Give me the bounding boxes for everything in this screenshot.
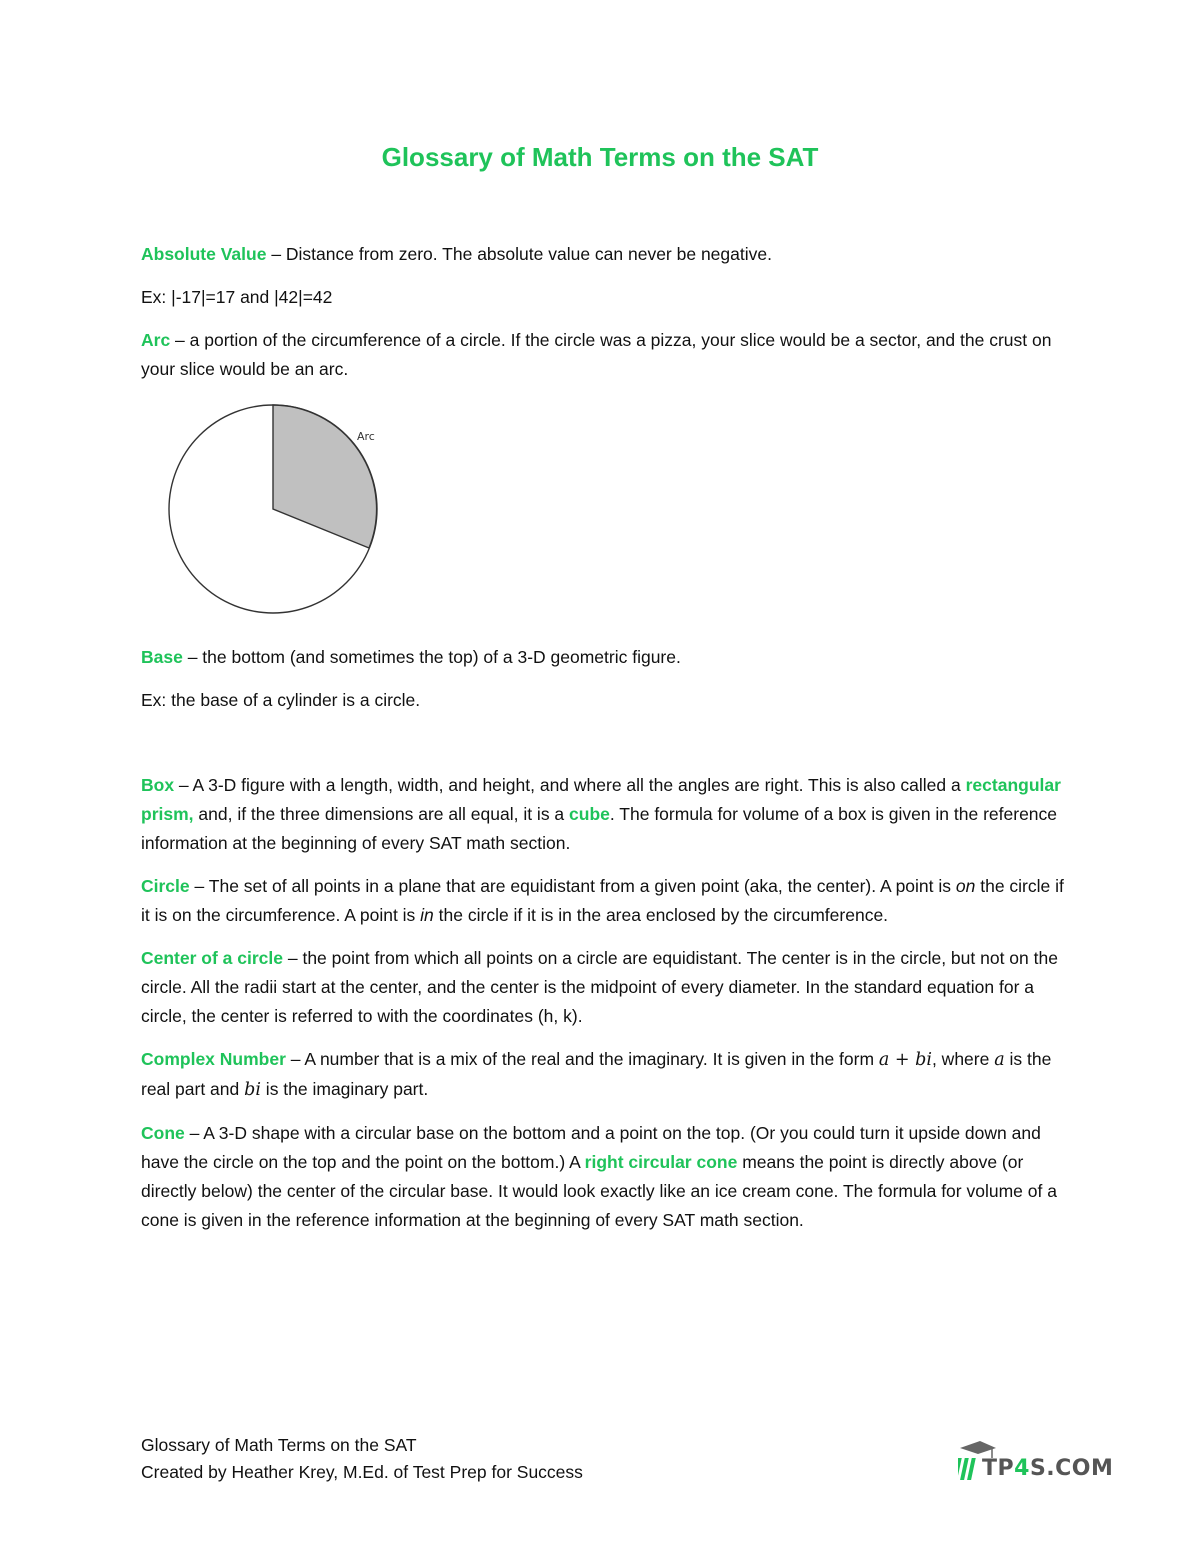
logo-four: 4 (1014, 1456, 1030, 1481)
definition-arc: – a portion of the circumference of a circle. If the circle was a pizza, your slice would be a sector, and the crust on your slice would be an arc. (141, 330, 1052, 379)
entry-absolute-value (141, 240, 1071, 269)
entry-complex-number (141, 1045, 1071, 1105)
arc-label: Arc (357, 430, 375, 443)
term-cube: cube (569, 804, 610, 824)
definition-base: – the bottom (and sometimes the top) of a 3-D geometric figure. (182, 647, 681, 667)
entry-cone (141, 1119, 1071, 1235)
example-base: Ex: the base of a cylinder is a circle. (141, 690, 421, 710)
math-bi: bi (244, 1080, 261, 1100)
entry-base (141, 643, 1071, 672)
definition-complex-part: is the imaginary part. (260, 1079, 429, 1099)
definition-circle-part: the circle if it is in the area enclosed by the circumference. (433, 905, 889, 925)
example-absolute-value: Ex: |-17|=17 and |42|=42 (141, 287, 333, 307)
term-box: Box (141, 775, 175, 795)
definition-complex-part: is the real part and (141, 1049, 1052, 1099)
definition-complex-part: , where (931, 1049, 995, 1069)
footer-title: Glossary of Math Terms on the SAT (141, 1435, 417, 1455)
page-title: Glossary of Math Terms on the SAT (381, 142, 819, 172)
definition-complex-part: – A number that is a mix of the real and the imaginary. It is given in the form (285, 1049, 879, 1069)
logo-suffix: S.COM (1029, 1456, 1114, 1481)
term-rectangular-prism: rectangular prism, (141, 775, 1061, 824)
footer-credit: Created by Heather Krey, M.Ed. of Test Prep for Success (141, 1462, 583, 1482)
entry-circle (141, 872, 1071, 930)
definition-box-part: – A 3-D figure with a length, width, and height, and where all the angles are right. This is also called a (174, 775, 966, 795)
glossary-content (141, 240, 1071, 1235)
entry-box (141, 771, 1071, 858)
tp4s-logo (958, 1438, 1114, 1492)
definition-center: – the point from which all points on a circle are equidistant. The center is in the circle, but not on the circle. All the radii start at the center, and the center is the midpoint of every diameter. In the standard equation for a circle, the center is referred to with the coordinates (h, k). (141, 948, 1058, 1026)
definition-cone-part: – A 3-D shape with a circular base on the bottom and a point on the top. (Or you could turn it upside down and have the circle on the top and the point on the bottom.) A (141, 1123, 1041, 1172)
logo-prefix: TP (982, 1456, 1015, 1481)
math-a-plus-bi: a + bi (878, 1050, 932, 1070)
logo-wordmark (982, 1456, 1113, 1481)
arc-diagram (167, 400, 407, 625)
term-cone: Cone (141, 1123, 185, 1143)
term-circle: Circle (141, 876, 190, 896)
term-arc: Arc (141, 330, 171, 350)
term-center-of-circle: Center of a circle (141, 948, 283, 968)
definition-box-part: and, if the three dimensions are all equal, it is a (193, 804, 570, 824)
term-complex-number: Complex Number (141, 1049, 286, 1069)
term-right-circular-cone: right circular cone (584, 1152, 738, 1172)
term-absolute-value: Absolute Value (141, 244, 267, 264)
emphasis-in: in (420, 905, 434, 925)
term-base: Base (141, 647, 183, 667)
entry-center (141, 944, 1071, 1031)
math-a: a (994, 1050, 1005, 1070)
page-footer (141, 1432, 583, 1486)
definition-circle-part: the circle if it is on the circumference. A point is (141, 876, 1064, 925)
definition-box-part: . The formula for volume of a box is given in the reference information at the beginning of every SAT math section. (141, 804, 1058, 853)
entry-arc (141, 326, 1071, 384)
definition-circle-part: – The set of all points in a plane that are equidistant from a given point (aka, the center). A point is (189, 876, 956, 896)
emphasis-on: on (955, 876, 976, 896)
definition-absolute-value: – Distance from zero. The absolute value can never be negative. (266, 244, 772, 264)
definition-cone-part: means the point is directly above (or directly below) the center of the circular base. It would look exactly like an ice cream cone. The formula for volume of a cone is given in the reference information at the beginning of every SAT math section. (141, 1152, 1057, 1230)
